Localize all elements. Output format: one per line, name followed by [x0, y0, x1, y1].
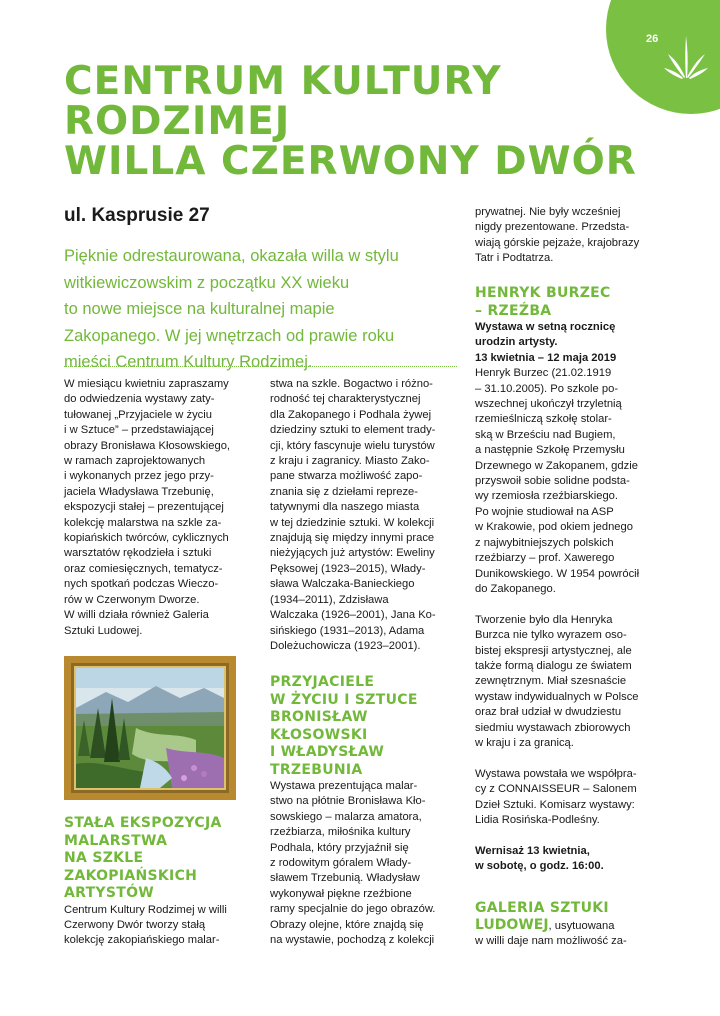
text-line: Dzieł Sztuki. Komisarz wystawy: — [475, 798, 635, 811]
text-line: tatywnymi dla naszego miasta — [270, 501, 420, 514]
heading-line: STAŁA EKSPOZYCJA — [64, 815, 222, 831]
bold-line: Wernisaż 13 kwietnia, — [475, 844, 590, 857]
lead-line: witkiewiczowskim z początku XX wieku — [64, 273, 350, 292]
text-line: dziedziny sztuki to element trady- — [270, 424, 436, 437]
text-line: Wystawa prezentująca malar- — [270, 780, 418, 792]
text-line: Doleżuchowicza (1923–2001). — [270, 639, 421, 652]
text-line: nych spotkań podczas Wieczo- — [64, 578, 219, 591]
text-line: i wykonanych przez jego przy- — [64, 470, 214, 483]
section-heading-przyjaciele — [270, 674, 460, 779]
text-line: ską w Brześciu nad Bugiem, — [475, 428, 616, 441]
text-line: z najwybitniejszych polskich — [475, 536, 614, 549]
painting-image — [64, 656, 236, 800]
text-line: oraz comiesięcznych, tematycz- — [64, 562, 223, 575]
bold-line: urodzin artysty. — [475, 336, 558, 349]
text-line: Centrum Kultury Rodzimej w willi — [64, 903, 227, 916]
heading-line: ZAKOPIAŃSKICH — [64, 867, 198, 884]
gallery-paragraph — [475, 918, 675, 950]
title-line: RODZIMEJ — [64, 99, 291, 144]
bold-line: w sobotę, o godz. 16:00. — [475, 860, 604, 873]
intro-paragraph — [64, 377, 254, 639]
heading-line: TRZEBUNIA — [270, 761, 363, 778]
text-line: przyswoił sobie solidne podsta- — [475, 475, 630, 488]
exhibition-dates: 13 kwietnia – 12 maja 2019 — [475, 351, 617, 364]
title-line: WILLA CZERWONY DWÓR — [64, 139, 637, 184]
text-line: Wystawa powstała we współpra- — [475, 767, 637, 780]
text-line: (1934–2011), Zdzisława — [270, 593, 389, 606]
text-line: Lidia Rosińska-Podleśny. — [475, 813, 600, 826]
text-line: dla Zakopanego i Podhala żywej — [270, 408, 432, 421]
text-line: Tworzenie było dla Henryka — [475, 613, 613, 626]
text-line: – 31.10.2005). Po szkole po- — [475, 382, 619, 395]
lead-line: to nowe miejsce na kulturalnej mapie — [64, 300, 335, 318]
burzec-paragraph-3 — [475, 767, 675, 829]
text-line: nigdy prezentowane. Przedsta- — [475, 221, 630, 234]
collection-paragraph — [270, 377, 460, 654]
section-heading-henryk-burzec — [475, 285, 675, 320]
text-line: nieżyjących już artystów: Eweliny — [270, 547, 435, 560]
heading-line: NA SZKLE — [64, 850, 144, 866]
text-line: kolekcję zakopiańskiego malar- — [64, 934, 220, 947]
text-line: rzeźbiarza, miłośnika kultury — [270, 826, 411, 839]
text-fragment: , usytuowana — [548, 919, 615, 932]
heading-line: HENRYK BURZEC — [475, 285, 611, 301]
text-line: w tej dziedzinie sztuki. W kolekcji — [270, 516, 435, 529]
vernissage — [475, 844, 675, 875]
text-line: rów w Czerwonym Dworze. — [64, 593, 200, 606]
text-line: a następnie Szkołę Przemysłu — [475, 444, 625, 457]
lead-line: Zakopanego. W jej wnętrzach od prawie roku — [64, 326, 395, 345]
gallery-heading-inline-line — [475, 918, 675, 934]
text-line: rzemieślniczą szkołę stolar- — [475, 413, 612, 426]
page-title — [64, 59, 664, 184]
lead-line: Pięknie odrestaurowana, okazała willa w stylu — [64, 247, 399, 265]
text-line: Podhala, który przyjaźnił się — [270, 841, 409, 854]
text-line: w willi daje nam możliwość za- — [475, 934, 627, 947]
text-line: zewnętrznym. Miał szesnaście — [475, 675, 627, 688]
bold-line: Wystawa w setną rocznicę — [475, 321, 616, 333]
landscape-painting — [76, 668, 224, 788]
column-2-lower — [270, 674, 460, 948]
mountain-leaf-icon — [664, 32, 708, 84]
text-line: Dunikowskiego. W 1954 powrócił — [475, 567, 640, 580]
heading-line: LUDOWEJ — [475, 916, 549, 933]
text-line: wiają górskie pejzaże, krajobrazy — [475, 236, 640, 249]
text-line: siedmiu wystawach zbiorowych — [475, 721, 631, 734]
text-line: Obrazy olejne, które znajdą się — [270, 918, 424, 931]
text-line: Burzca nie tylko wyrazem oso- — [475, 629, 627, 642]
text-line: ekspozycji stałej – prezentującej — [64, 501, 224, 514]
text-line: ramy specjalnie do jego obrazów. — [270, 903, 436, 916]
text-line: Henryk Burzec (21.02.1919 — [475, 367, 612, 380]
column-2 — [270, 377, 460, 654]
column-3 — [475, 205, 675, 267]
address: ul. Kasprusie 27 — [64, 205, 210, 226]
text-line: Tatr i Podtatrza. — [475, 252, 554, 265]
heading-line: MALARSTWA — [64, 832, 168, 849]
text-line: sława Walczaka-Banieckiego — [270, 578, 415, 591]
text-line: stwo na płótnie Bronisława Kło- — [270, 795, 426, 808]
text-line: W willi działa również Galeria — [64, 609, 209, 622]
section-heading-stala-ekspozycja — [64, 815, 254, 903]
text-line: znania się z dziełami repreze- — [270, 485, 418, 498]
text-line: Po wojnie studiował na ASP — [475, 505, 614, 518]
text-line: do Zakopanego. — [475, 582, 556, 595]
text-line: sińskiego (1931–2013), Adama — [270, 624, 425, 637]
text-line: znajdują się między innymi prace — [270, 532, 435, 545]
text-line: bistej ekspresji artystycznej, ale — [475, 644, 632, 657]
heading-line: ARTYSTÓW — [64, 885, 155, 901]
column-3-burzec — [475, 285, 675, 875]
heading-line: I WŁADYSŁAW — [270, 744, 385, 760]
text-line: Drzewnego w Zakopanem, gdzie — [475, 459, 638, 472]
section-heading-galeria — [475, 900, 675, 918]
text-line: kopiańskich twórców, cyklicznych — [64, 532, 229, 545]
page-number: 26 — [646, 33, 659, 45]
lead-paragraph — [64, 243, 454, 376]
burzec-paragraph-2 — [475, 613, 675, 752]
burzec-intro — [475, 320, 675, 597]
text-line: w ramach zaprojektowanych — [64, 455, 206, 468]
ekspozycja-paragraph — [64, 903, 254, 949]
text-line: z rodowitym góralem Włady- — [270, 857, 412, 870]
text-line: Sztuki Ludowej. — [64, 624, 143, 637]
text-line: sławem Trzebunią. Władysław — [270, 872, 420, 885]
text-line: cy z CONNAISSEUR – Salonem — [475, 783, 637, 796]
paragraph-gap — [475, 828, 675, 843]
text-line: prywatnej. Nie były wcześniej — [475, 206, 621, 218]
text-line: w kraju i za granicą. — [475, 736, 574, 749]
text-line: cji, który fascynuje wielu turystów — [270, 439, 435, 452]
text-line: i w Sztuce” – przedstawiającej — [64, 424, 214, 437]
text-line: W miesiącu kwietniu zapraszamy — [64, 378, 229, 390]
text-line: sowskiego – malarza amatora, — [270, 810, 422, 823]
heading-line: PRZYJACIELE — [270, 674, 375, 690]
text-line: kolekcję malarstwa na szkle za- — [64, 516, 222, 529]
text-line: do odwiedzenia wystawy zaty- — [64, 393, 215, 406]
text-line: tułowanej „Przyjaciele w życiu — [64, 408, 212, 421]
paragraph-gap — [475, 751, 675, 766]
heading-line: – RZEŹBA — [475, 302, 552, 319]
text-line: warsztatów rękodzieła i sztuki — [64, 547, 212, 560]
text-line: pane stwarza możliwość zapo- — [270, 470, 423, 483]
text-line: oraz brał udział w dwudziestu — [475, 706, 622, 719]
text-line: wy rzemiosła rzeźbiarskiego. — [475, 490, 618, 503]
text-line: rodność tej charakterystycznej — [270, 393, 421, 406]
text-line: wykonywał piękne rzeźbione — [270, 887, 412, 900]
text-line: Czerwony Dwór tworzy stałą — [64, 918, 206, 931]
paragraph-gap — [475, 597, 675, 612]
heading-line: KŁOSOWSKI — [270, 726, 368, 743]
column-1 — [64, 377, 254, 639]
title-line: CENTRUM KULTURY — [64, 59, 502, 104]
pejzaze-paragraph — [475, 205, 675, 267]
lead-line: mieści Centrum Kultury Rodzimej. — [64, 353, 313, 371]
text-line: w Krakowie, pod okiem jednego — [475, 521, 633, 534]
text-line: Walczaka (1926–2001), Jana Ko- — [270, 609, 436, 622]
heading-line: BRONISŁAW — [270, 709, 368, 725]
dotted-divider — [64, 366, 457, 367]
text-line: wszechnej ukończył trzyletnią — [475, 398, 622, 411]
text-line: rzeźbiarzy – prof. Xawerego — [475, 552, 615, 565]
text-line: jaciela Władysława Trzebunię, — [64, 485, 214, 498]
column-3-gallery — [475, 900, 675, 949]
text-line: na wystawie, pochodzą z kolekcji — [270, 934, 435, 947]
text-line: wystaw indywidualnych w Polsce — [475, 690, 639, 703]
heading-line: W ŻYCIU I SZTUCE — [270, 691, 418, 708]
text-line: także formą dialogu ze światem — [475, 659, 632, 672]
text-line: obrazy Bronisława Kłosowskiego, — [64, 439, 231, 452]
heading-line: GALERIA SZTUKI — [475, 900, 609, 916]
text-line: stwa na szkle. Bogactwo i różno- — [270, 378, 433, 390]
text-line: z kraju i zagranicy. Miasto Zako- — [270, 455, 430, 468]
text-line: Pęksowej (1923–2015), Włady- — [270, 562, 426, 575]
column-1-lower — [64, 815, 254, 949]
przyjaciele-paragraph — [270, 779, 460, 948]
